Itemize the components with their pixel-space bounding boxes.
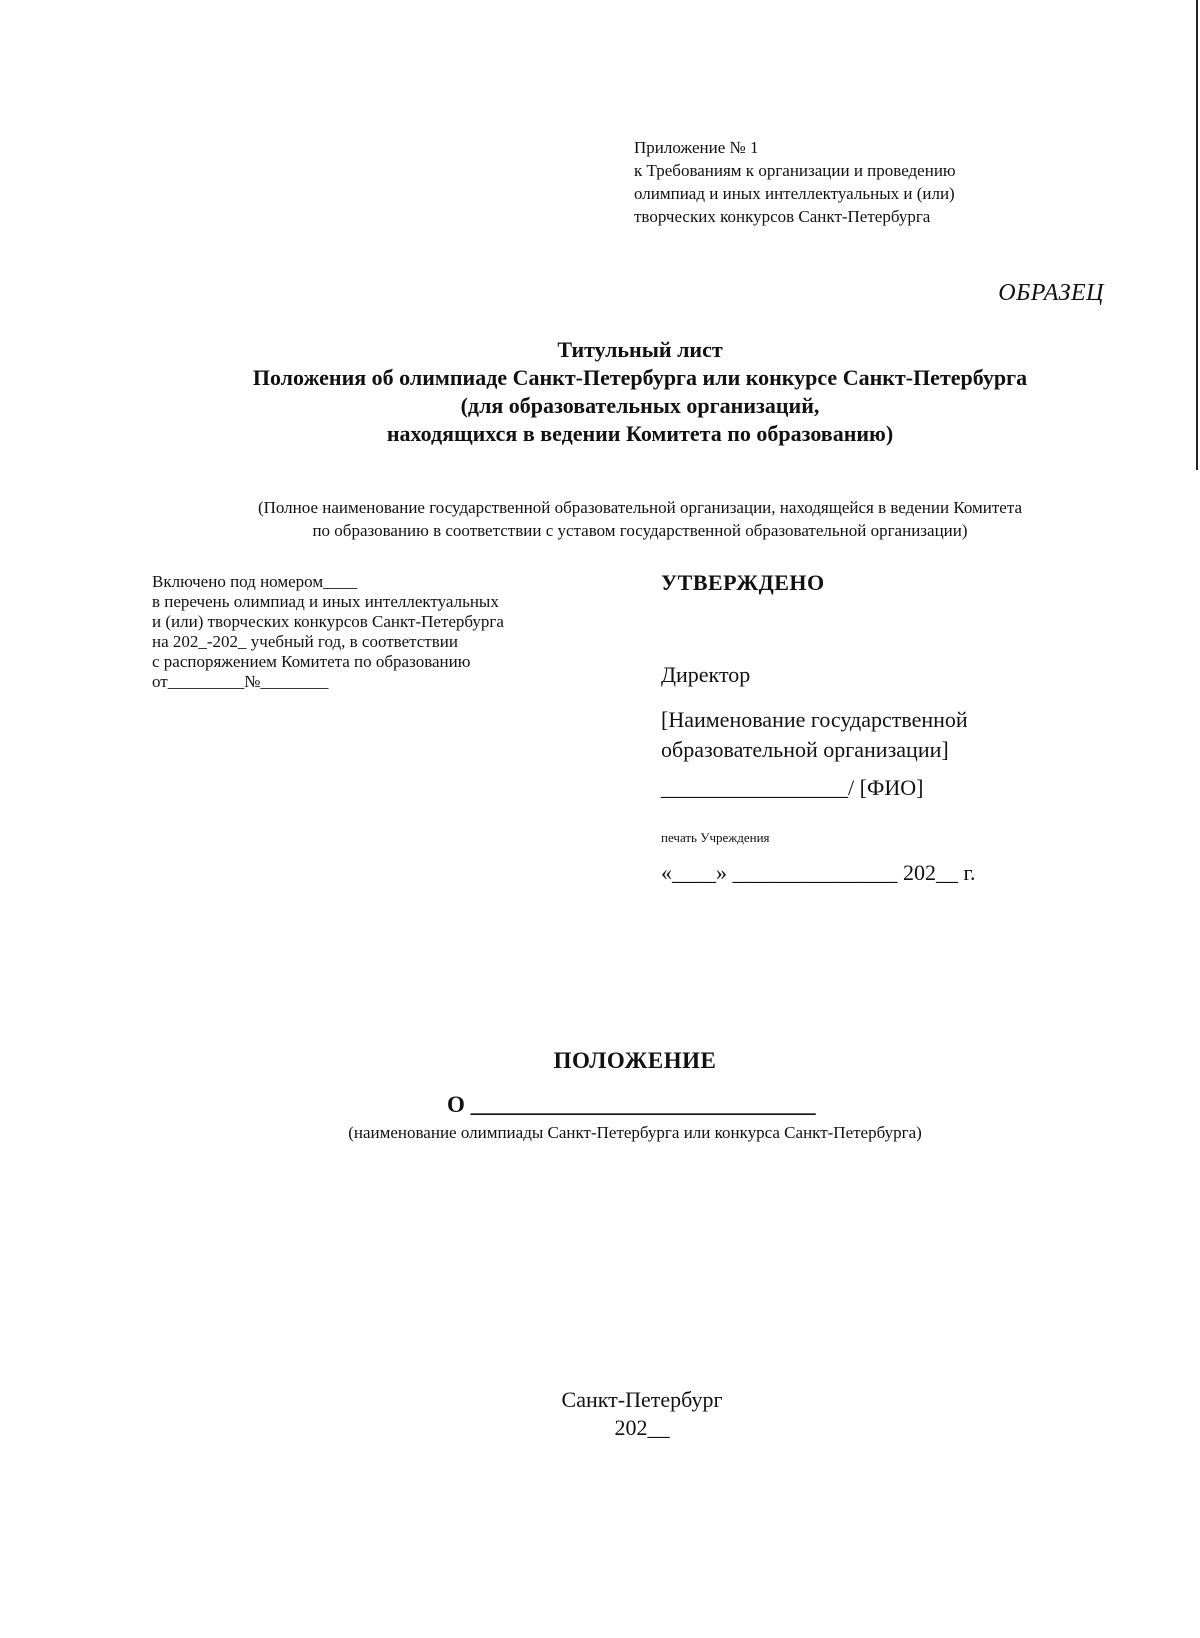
footer-block	[0, 1386, 1200, 1442]
year-label: 202__	[614, 1415, 670, 1440]
heading-line: Положения об олимпиаде Санкт-Петербурга или конкурсе Санкт-Петербурга	[252, 365, 1028, 390]
included-line: Включено под номером____	[152, 572, 358, 591]
title-heading	[0, 336, 1200, 448]
appendix-number: Приложение № 1	[634, 138, 759, 157]
appendix-line: творческих конкурсов Санкт-Петербурга	[634, 207, 931, 226]
org-line: образовательной организации]	[661, 737, 949, 762]
city-name: Санкт-Петербург	[561, 1387, 723, 1412]
approved-block	[661, 570, 1121, 885]
director-label: Директор	[661, 662, 751, 687]
included-line: с распоряжением Комитета по образованию	[152, 652, 471, 671]
heading-line: Титульный лист	[557, 337, 723, 362]
seal-label: печать Учреждения	[661, 830, 770, 845]
appendix-line: к Требованиям к организации и проведению	[634, 161, 956, 180]
regulation-title: ПОЛОЖЕНИЕ	[553, 1048, 717, 1073]
note-line: (Полное наименование государственной образовательной организации, находящейся в ведении Комитета	[257, 498, 1023, 517]
included-line: от_________№________	[152, 672, 329, 691]
signature-line: _________________/ [ФИО]	[661, 775, 924, 800]
approved-title: УТВЕРЖДЕНО	[661, 570, 825, 595]
appendix-block	[634, 136, 1064, 228]
appendix-line: олимпиад и иных интеллектуальных и (или)	[634, 184, 955, 203]
regulation-name-note: (наименование олимпиады Санкт-Петербурга или конкурса Санкт-Петербурга)	[348, 1123, 922, 1142]
included-block	[152, 572, 602, 692]
sample-label: ОБРАЗЕЦ	[998, 280, 1104, 306]
org-line: [Наименование государственной	[661, 707, 968, 732]
included-line: и (или) творческих конкурсов Санкт-Петербурга	[152, 612, 504, 631]
organization-name	[661, 705, 1121, 765]
note-line: по образованию в соответствии с уставом государственной образовательной организации)	[312, 521, 968, 540]
included-line: на 202_-202_ учебный год, в соответствии	[152, 632, 458, 651]
heading-line: (для образовательных организаций,	[460, 393, 820, 418]
included-line: в перечень олимпиад и иных интеллектуальных	[152, 592, 499, 611]
date-line: «____» _______________ 202__ г.	[661, 860, 976, 885]
full-name-note	[140, 496, 1140, 542]
regulation-about-line: О ______________________________	[447, 1092, 816, 1117]
heading-line: находящихся в ведении Комитета по образованию)	[386, 421, 894, 446]
